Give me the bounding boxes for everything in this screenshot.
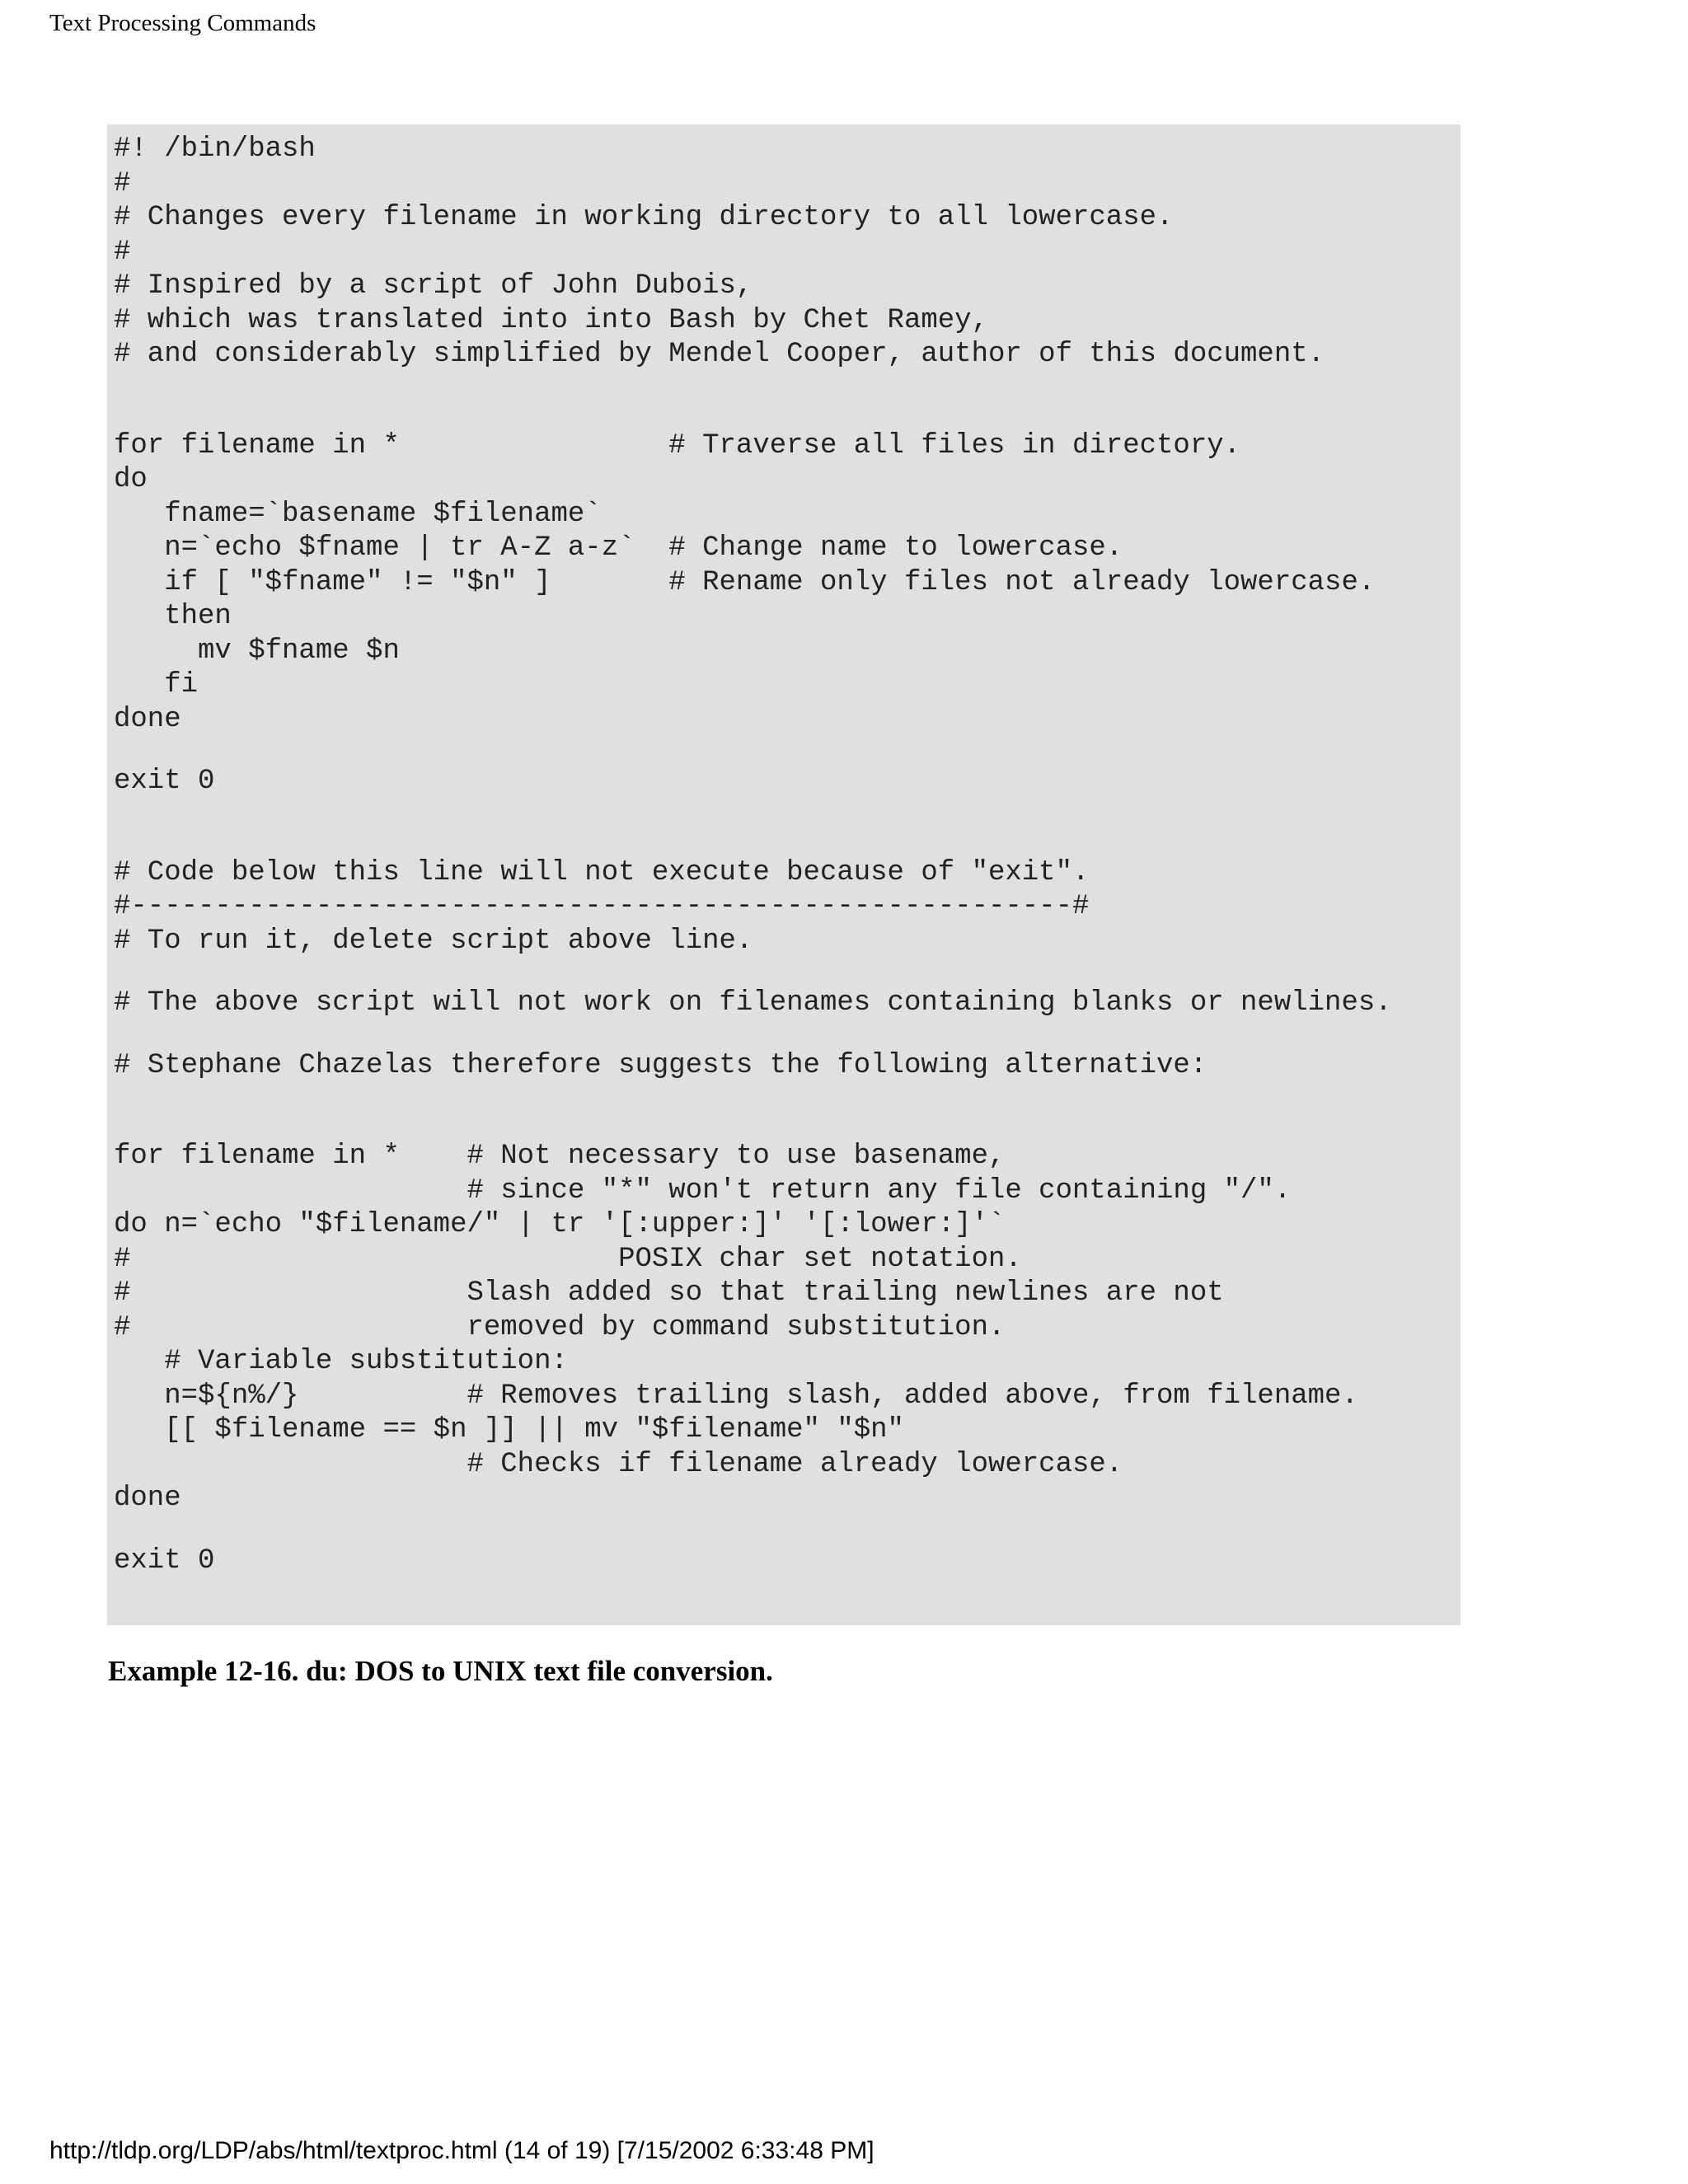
code-line: do (114, 464, 148, 495)
code-line: # The above script will not work on filenames containing blanks or newlines. (114, 987, 1392, 1019)
code-line: # Slash added so that trailing newlines are not (114, 1277, 1224, 1309)
code-line: exit 0 (114, 1544, 215, 1577)
page-header: Text Processing Commands (49, 10, 316, 36)
code-line: # Changes every filename in working directory to all lowercase. (114, 202, 1174, 233)
code-line: done (114, 1483, 181, 1514)
code-line: n=`echo $fname | tr A-Z a-z` # Change name to lowercase. (114, 532, 1123, 564)
code-line: # Checks if filename already lowercase. (114, 1448, 1123, 1480)
code-line: # Stephane Chazelas therefore suggests the following alternative: (114, 1049, 1207, 1081)
code-line: # which was translated into into Bash by Chet Ramey, (114, 304, 988, 336)
code-line: n=${n%/} # Removes trailing slash, added above, from filename. (114, 1380, 1358, 1412)
code-line: do n=`echo "$filename/" | tr '[:upper:]' '[:lower:]'` (114, 1209, 1006, 1240)
code-line: # (114, 236, 131, 268)
example-title: Example 12-16. du: DOS to UNIX text file conversion. (108, 1655, 773, 1687)
code-line: [[ $filename == $n ]] || mv "$filename" "$n" (114, 1414, 904, 1446)
code-line: mv $fname $n (114, 635, 400, 667)
code-line: #! /bin/bash (114, 134, 316, 165)
code-line: exit 0 (114, 766, 215, 797)
code-line: fname=`basename $filename` (114, 498, 602, 530)
code-line: then (114, 601, 232, 632)
code-line: # and considerably simplified by Mendel Cooper, author of this document. (114, 339, 1325, 370)
code-block (107, 124, 1461, 1625)
code-line: if [ "$fname" != "$n" ] # Rename only files not already lowercase. (114, 566, 1376, 598)
code-line: # since "*" won't return any file containing "/". (114, 1174, 1292, 1207)
code-line: for filename in * # Traverse all files in directory. (114, 429, 1241, 462)
code-line: done (114, 703, 181, 735)
code-line: # Code below this line will not execute because of "exit". (114, 856, 1090, 888)
code-line: # removed by command substitution. (114, 1311, 1006, 1343)
code-line: fi (114, 669, 199, 701)
code-line: # Variable substitution: (114, 1346, 568, 1377)
page-footer-url: http://tldp.org/LDP/abs/html/textproc.html (14 of 19) [7/15/2002 6:33:48 PM] (49, 2137, 874, 2164)
code-line: for filename in * # Not necessary to use basename, (114, 1141, 1006, 1172)
code-line: # Inspired by a script of John Dubois, (114, 270, 753, 302)
code-line: # POSIX char set notation. (114, 1243, 1022, 1275)
code-line: #--------------------------------------------------------# (114, 891, 1090, 922)
code-line: # To run it, delete script above line. (114, 925, 753, 957)
code-line: # (114, 167, 131, 199)
